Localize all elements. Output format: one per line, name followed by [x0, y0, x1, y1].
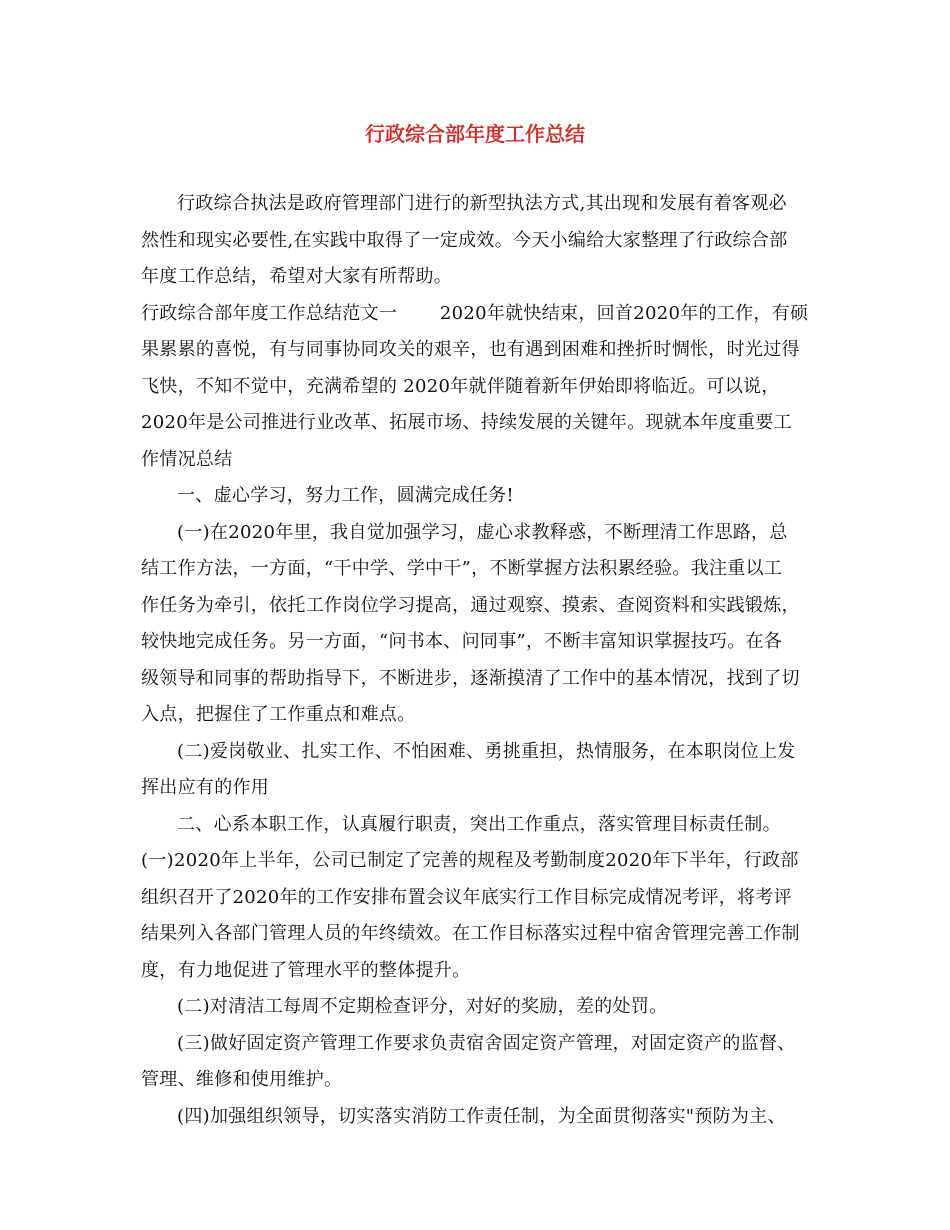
body-line: 年度工作总结，希望对大家有所帮助。 [141, 266, 453, 287]
body-line: 作任务为牵引，依托工作岗位学习提高，通过观察、摸索、查阅资料和实践锻炼， [141, 594, 800, 616]
body-line: 结果列入各部门管理人员的年终绩效。在工作目标落实过程中宿舍管理完善工作制 [141, 923, 800, 944]
body-line: 一、虚心学习，努力工作，圆满完成任务! [177, 485, 514, 506]
body-line: 行政综合执法是政府管理部门进行的新型执法方式,其出现和发展有着客观必 [177, 193, 787, 214]
body-line: (二)爱岗敬业、扎实工作、不怕困难、勇挑重担，热情服务，在本职岗位上发 [177, 740, 796, 762]
body-line: (三)做好固定资产管理工作要求负责宿舍固定资产管理，对固定资产的监督、 [177, 1032, 796, 1054]
body-line: 较快地完成任务。另一方面，“问书本、问同事”，不断丰富知识掌握技巧。在各 [141, 631, 783, 652]
document-body [141, 186, 821, 1135]
body-line: 飞快，不知不觉中，充满希望的 2020年就伴随着新年伊始即将临近。可以说， [141, 375, 780, 397]
body-line: 级领导和同事的帮助指导下，不断进步，逐渐摸清了工作中的基本情况，找到了切 [141, 667, 800, 689]
body-line: (四)加强组织领导，切实落实消防工作责任制，为全面贯彻落实"预防为主、 [177, 1105, 786, 1127]
body-line: 管理、维修和使用维护。 [141, 1069, 343, 1090]
body-line: 作情况总结 [141, 448, 233, 470]
body-line: 入点，把握住了工作重点和难点。 [141, 704, 416, 725]
body-line: 度，有力地促进了管理水平的整体提升。 [141, 959, 471, 981]
body-line: 然性和现实必要性,在实践中取得了一定成效。今天小编给大家整理了行政综合部 [141, 229, 788, 251]
body-line: 果累累的喜悦，有与同事协同攻关的艰辛，也有遇到困难和挫折时惆怅，时光过得 [141, 339, 800, 360]
body-line: 结工作方法，一方面，“干中学、学中干”，不断掌握方法积累经验。我注重以工 [141, 558, 783, 579]
body-line: (一)在2020年里，我自觉加强学习，虚心求教释惑，不断理清工作思路，总 [177, 521, 788, 543]
body-line: 挥出应有的作用 [141, 777, 270, 798]
document-title: 行政综合部年度工作总结 [365, 122, 585, 146]
body-line: 组织召开了2020年的工作安排布置会议年底实行工作目标完成情况考评，将考评 [141, 886, 792, 908]
body-line: 2020年是公司推进行业改革、拓展市场、持续发展的关键年。现就本年度重要工 [141, 412, 792, 433]
body-line: 行政综合部年度工作总结范文一 2020年就快结束，回首2020年的工作，有硕 [141, 302, 809, 324]
body-line: 二、心系本职工作，认真履行职责，突出工作重点，落实管理目标责任制。 [177, 813, 781, 835]
body-line: (一)2020年上半年，公司已制定了完善的规程及考勤制度2020年下半年，行政部 [141, 850, 799, 871]
body-line: (二)对清洁工每周不定期检查评分，对好的奖励，差的处罚。 [177, 996, 668, 1017]
